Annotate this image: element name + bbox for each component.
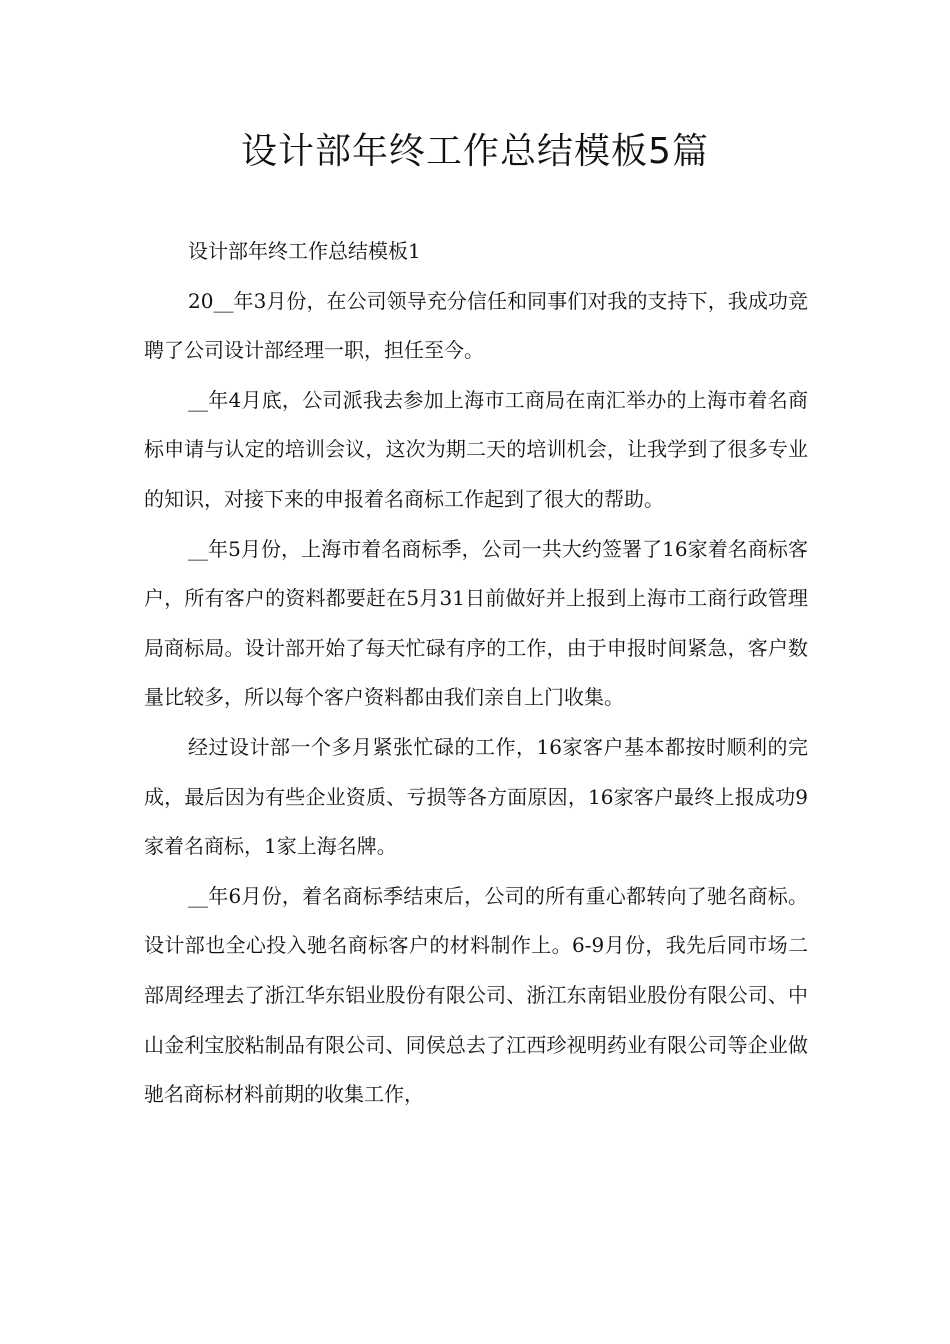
document-body bbox=[144, 227, 808, 1120]
paragraph: __年6月份，着名商标季结束后，公司的所有重心都转向了驰名商标。设计部也全心投入驰名商标客户的材料制作上。6-9月份，我先后同市场二部周经理去了浙江华东铝业股份有限公司、浙江东南铝业股份有限公司、中山金利宝胶粘制品有限公司、同侯总去了江西珍视明药业有限公司等企业做驰名商标材料前期的收集工作， bbox=[144, 883, 808, 1107]
paragraph: __年5月份，上海市着名商标季，公司一共大约签署了16家着名商标客户，所有客户的资料都要赶在5月31日前做好并上报到上海市工商行政管理局商标局。设计部开始了每天忙碌有序的工作，由于申报时间紧急，客户数量比较多，所以每个客户资料都由我们亲自上门收集。 bbox=[144, 536, 808, 710]
paragraph: 20__年3月份，在公司领导充分信任和同事们对我的支持下，我成功竞聘了公司设计部经理一职，担任至今。 bbox=[144, 288, 808, 363]
paragraph: 经过设计部一个多月紧张忙碌的工作，16家客户基本都按时顺利的完成，最后因为有些企业资质、亏损等各方面原因，16家客户最终上报成功9家着名商标，1家上海名牌。 bbox=[144, 734, 808, 859]
section-heading: 设计部年终工作总结模板1 bbox=[188, 239, 421, 263]
document-title: 设计部年终工作总结模板5篇 bbox=[241, 131, 709, 172]
paragraph: __年4月底，公司派我去参加上海市工商局在南汇举办的上海市着名商标申请与认定的培训会议，这次为期二天的培训机会，让我学到了很多专业的知识，对接下来的申报着名商标工作起到了很大的帮助。 bbox=[144, 387, 808, 511]
